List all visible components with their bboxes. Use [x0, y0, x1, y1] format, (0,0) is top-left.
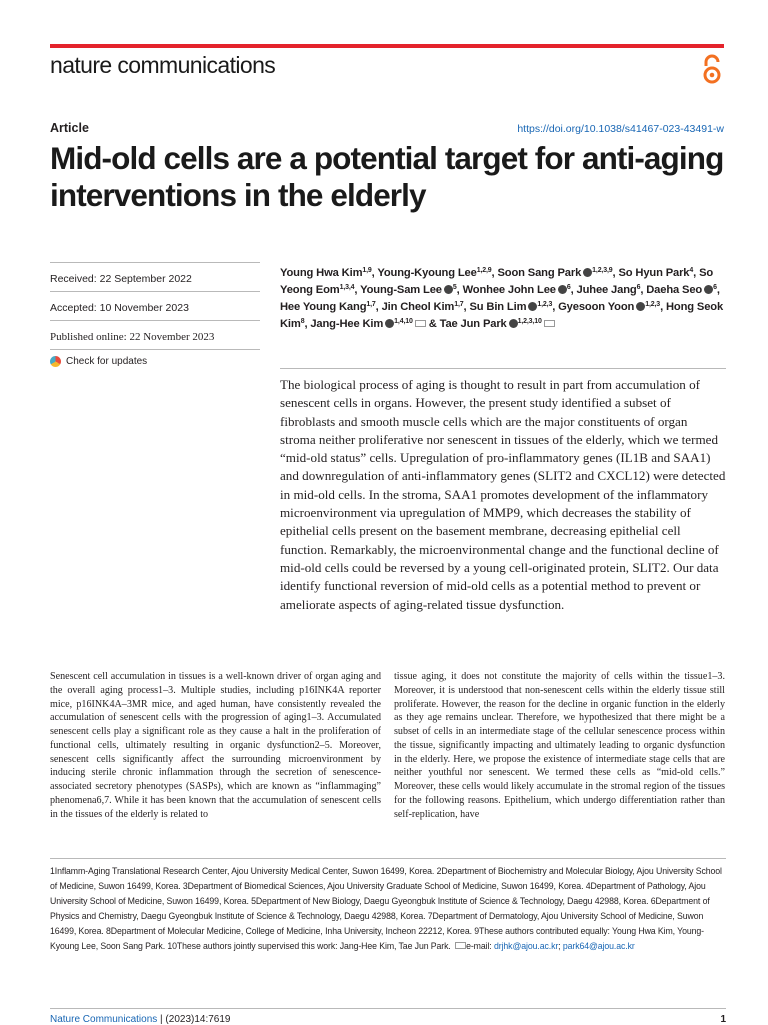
author-affiliation-sup: 1,2,9 — [476, 267, 492, 274]
email-link[interactable]: park64@ajou.ac.kr — [562, 941, 635, 951]
author-name[interactable]: Young Hwa Kim — [280, 267, 363, 279]
mail-icon[interactable] — [544, 320, 555, 327]
orcid-icon[interactable] — [444, 285, 453, 294]
author-affiliation-sup: 1,7 — [454, 301, 464, 308]
email-link[interactable]: drjhk@ajou.ac.kr — [493, 941, 559, 951]
author-name[interactable]: Tae Jun Park — [439, 318, 507, 330]
body-column-left: Senescent cell accumulation in tissues is a well-known driver of organ aging and the overall aging process1–3. Multiple studies, including p16INK4A reporter mice, p16INK4A–3MR mice, and aged human, have consistently revealed the accumulation of senescent cells with the progression of aging1–3. Accumulated senescent cells play a significant role as they cause a halt in the proliferation of functional cells, ultimately resulting in organic dysfunction2–5. Moreover, senescent cells significantly affect the surrounding microenvironment by inducing sterile chronic inflammation through the secretion of senescence-associated secretory phenotypes (SASPs), which are known as “inflammaging” phenomena6,7. While it has been known that the accumulation of senescent cells in the tissues of the elderly is related to — [50, 671, 381, 820]
email-label: e-mail: — [466, 941, 492, 951]
author-name[interactable]: Hee Young Kang — [280, 301, 367, 313]
author-name[interactable]: Gyesoon Yoon — [558, 301, 635, 313]
author-name[interactable]: Jin Cheol Kim — [381, 301, 455, 313]
body-column-right: tissue aging, it does not constitute the majority of cells within the tissue1–3. Moreover, it is understood that non-senescent cells within the elderly tissue still proliferate. However, the reason for the decline in organic function in the elderly as they age remains unclear. Therefore, we hypothesized that there might be a subset of cells in an intermediate stage of the cellular senescence process within the tissue, significantly impacting and ultimately leading to organic dysfunction in the elderly. Here, we propose the existence of intermediate stage cells that are neither youthful nor senescent. We termed these cells as “mid-old cells.” Moreover, these cells would likely accumulate in the stromal region of the tissues for the following reasons. Epithelium, which undergo differentiation rather than self-replication, have — [394, 671, 725, 820]
footer-journal-name[interactable]: Nature Communications — [50, 1014, 158, 1025]
orcid-icon[interactable] — [385, 319, 394, 328]
footer-volume: | (2023)14:7619 — [160, 1014, 231, 1025]
check-for-updates-icon — [50, 356, 61, 367]
author-name[interactable]: Jang-Hee Kim — [310, 318, 384, 330]
check-for-updates-label: Check for updates — [66, 356, 148, 367]
orcid-icon[interactable] — [704, 285, 713, 294]
author-name[interactable]: Daeha Seo — [646, 284, 703, 296]
author-affiliation-sup: 6 — [713, 284, 717, 291]
page-number: 1 — [720, 1014, 726, 1025]
author-affiliation-sup: 8 — [300, 318, 305, 325]
author-affiliation-sup: 6 — [566, 284, 571, 291]
mail-icon — [455, 942, 466, 949]
header-accent-rule — [50, 44, 724, 48]
author-list: Young Hwa Kim$^{1,9}$, Young-Kyoung Lee$^{1,2,9}$, Soon Sang Park $^{1,2,3,9}$, So Hyun Park$^4$, So Yeong Eom$^{1,3,4}$, Young-Sam Lee $^5$, Wonhee John Lee $^6$, Juhee Jang$^6$, Daeha Seo $^6$, Hee Young Kang$^{1,7}$, Jin Cheol Kim$^{1,7}$, Su Bin Lim $^{1,2,3}$, Gyesoon Yoon $^{1,2,3}$, Hong Seok Kim$^8$, Jang-Hee Kim $^{1,4,10}$ & Tae Jun Park $^{1,2,3,10}$ — [280, 267, 724, 330]
abstract: The biological process of aging is thought to result in part from accumulation of senescent cells in organs. However, the present study identified a subset of fibroblasts and smooth muscle cells which are the major constituents of organ stroma neither proliferative nor senescent in tissues of the elderly, which we termed “mid-old status” cells. Upregulation of pro-inflammatory genes (IL1B and SAA1) and downregulation of anti-inflammatory genes (SLIT2 and CXCL12) were detected in mid-old cells. In the stroma, SAA1 promotes development of the inflammatory microenvironment via upregulation of MMP9, which decreases the stability of epithelial cells present on the basement membrane, decreasing epithelial cell function. Remarkably, the microenvironmental change and the functional decline of mid-old cells could be reversed by a young cell-originated protein, SLIT2. Our data identify functional reversion of mid-old cells as a potential method to prevent or ameliorate aspects of aging-related tissue dysfunction. — [280, 377, 726, 612]
affiliations-text: 1Inflamm-Aging Translational Research Center, Ajou University Medical Center, Suwon 16499, Korea. 2Department of Biochemistry and Molecular Biology, Ajou University School of Medicine, Suwon 16499, Korea. 3Department of Biomedical Sciences, Ajou University Graduate School of Medicine, Suwon 16499, Korea. 4Department of Pathology, Ajou University School of Medicine, Suwon 16499, Korea. 5Department of New Biology, Daegu Gyeongbuk Institute of Science & Technology, Daegu 42988, Korea. 6Department of Physics and Chemistry, Daegu Gyeongbuk Institute of Science & Technology, Daegu 42988, Korea. 7Department of Dermatology, Ajou University School of Medicine, Suwon 16499, Korea. 8Department of Molecular Medicine, College of Medicine, Inha University, Incheon 22212, Korea. 9These authors contributed equally: Young Hwa Kim, Young-Kyoung Lee, Soon Sang Park. 10These authors jointly supervised this work: Jang-Hee Kim, Tae Jun Park. — [50, 866, 722, 951]
author-name[interactable]: Juhee Jang — [576, 284, 637, 296]
publication-dates — [50, 262, 260, 367]
journal-name: nature communications — [50, 52, 276, 78]
orcid-icon[interactable] — [636, 302, 645, 311]
abstract-rule — [280, 368, 726, 369]
author-name[interactable]: So Yeong Eom — [280, 267, 714, 296]
orcid-icon[interactable] — [583, 268, 592, 277]
author-name[interactable]: Wonhee John Lee — [462, 284, 556, 296]
author-affiliation-sup: 1,2,3 — [645, 301, 661, 308]
footer-citation — [50, 1014, 230, 1025]
check-for-updates-button[interactable] — [50, 349, 260, 367]
footer-rule — [50, 1008, 726, 1009]
open-access-icon[interactable] — [702, 54, 722, 86]
author-name[interactable]: Young-Kyoung Lee — [377, 267, 477, 279]
author-affiliation-sup: 6 — [636, 284, 641, 291]
accepted-date: Accepted: 10 November 2023 — [50, 291, 260, 320]
author-name[interactable]: Su Bin Lim — [469, 301, 527, 313]
author-affiliation-sup: 1,2,3,9 — [592, 267, 613, 274]
author-name[interactable]: Young-Sam Lee — [360, 284, 442, 296]
author-affiliation-sup: 5 — [452, 284, 457, 291]
author-affiliation-sup: 1,9 — [362, 267, 372, 274]
author-affiliation-sup: 1,3,4 — [339, 284, 355, 291]
article-type-label: Article — [50, 121, 89, 135]
author-name[interactable]: So Hyun Park — [618, 267, 690, 279]
doi-link[interactable]: https://doi.org/10.1038/s41467-023-43491-w — [517, 123, 724, 135]
mail-icon[interactable] — [415, 320, 426, 327]
received-date: Received: 22 September 2022 — [50, 262, 260, 291]
author-name[interactable]: Soon Sang Park — [497, 267, 582, 279]
author-affiliation-sup: 1,2,3 — [537, 301, 553, 308]
author-affiliation-sup: 1,4,10 — [394, 318, 413, 325]
orcid-icon[interactable] — [509, 319, 518, 328]
published-date: Published online: 22 November 2023 — [50, 320, 260, 349]
article-title: Mid-old cells are a potential target for anti-aging interventions in the elderly — [50, 140, 724, 213]
orcid-icon[interactable] — [558, 285, 567, 294]
author-affiliation-sup: 1,7 — [366, 301, 376, 308]
author-name[interactable]: Hong Seok Kim — [280, 301, 724, 330]
author-affiliation-sup: 4 — [689, 267, 694, 274]
author-affiliation-sup: 1,2,3,10 — [517, 318, 542, 325]
affiliations-rule — [50, 858, 726, 859]
affiliations: 1Inflamm-Aging Translational Research Center, Ajou University Medical Center, Suwon 16499, Korea. 2Department of Biochemistry and Molecular Biology, Ajou University School of Medicine, Suwon 16499, Korea. 3Department of Biomedical Sciences, Ajou University Graduate School of Medicine, Suwon 16499, Korea. 4Department of Pathology, Ajou University School of Medicine, Suwon 16499, Korea. 5Department of New Biology, Daegu Gyeongbuk Institute of Science & Technology, Daegu 42988, Korea. 6Department of Physics and Chemistry, Daegu Gyeongbuk Institute of Science & Technology, Daegu 42988, Korea. 7Department of Dermatology, Ajou University School of Medicine, Suwon 16499, Korea. 8Department of Molecular Medicine, College of Medicine, Inha University, Incheon 22212, Korea. 9These authors contributed equally: Young Hwa Kim, Young-Kyoung Lee, Soon Sang Park. 10These authors jointly supervised this work: Jang-Hee Kim, Tae Jun Park. e-mail: drjhk@ajou.ac.kr; park64@ajou.ac.kr — [50, 866, 722, 951]
